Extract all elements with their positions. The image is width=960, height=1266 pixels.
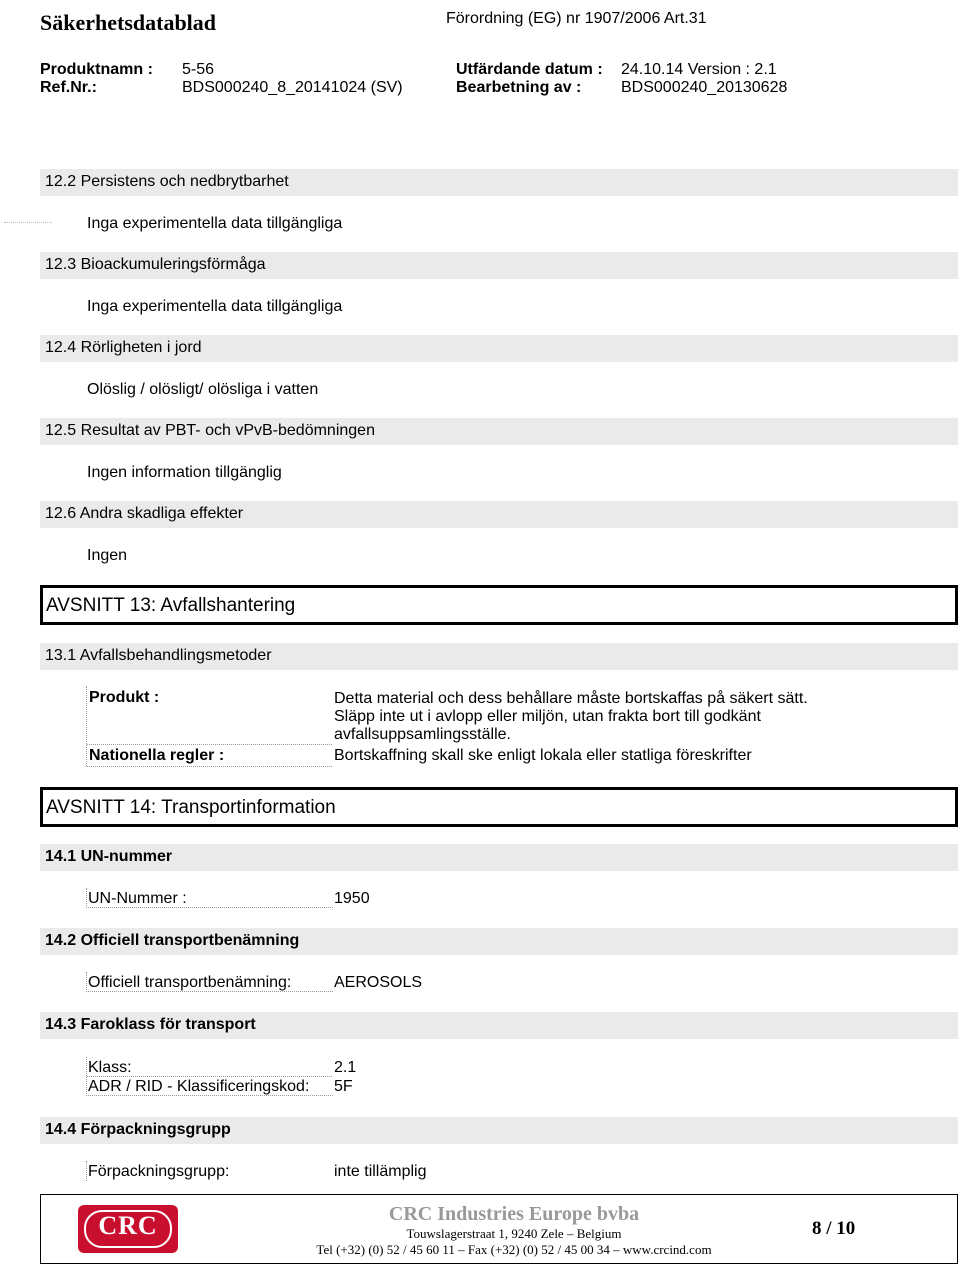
subheader-12-2: 12.2 Persistens och nedbrytbarhet	[40, 169, 958, 196]
adr-rid-code-label: ADR / RID - Klassificeringskod:	[88, 1078, 310, 1095]
packing-group-value: inte tillämplig	[334, 1163, 427, 1180]
section-14-header: AVSNITT 14: Transportinformation	[40, 787, 958, 827]
issue-date-label: Utfärdande datum :	[456, 61, 603, 78]
subheader-13-1: 13.1 Avfallsbehandlingsmetoder	[40, 643, 958, 670]
packing-group-label: Förpackningsgrupp:	[88, 1163, 230, 1180]
un-number-label: UN-Nummer :	[88, 890, 187, 907]
hazard-class-value: 2.1	[334, 1059, 357, 1076]
national-rules-value: Bortskaffning skall ske enligt lokala eller statliga föreskrifter	[334, 747, 752, 764]
product-label: Produkt :	[89, 689, 160, 706]
subheader-14-4: 14.4 Förpackningsgrupp	[40, 1117, 958, 1144]
dotted-rule	[4, 222, 52, 223]
product-name-label: Produktnamn :	[40, 61, 153, 78]
revision-value: BDS000240_20130628	[621, 79, 788, 96]
label-column-rule	[86, 686, 87, 766]
transport-name-label: Officiell transportbenämning:	[88, 974, 292, 991]
subheader-14-2: 14.2 Officiell transportbenämning	[40, 928, 958, 955]
transport-name-value: AEROSOLS	[334, 974, 423, 991]
product-name-value: 5-56	[182, 61, 215, 78]
text-12-2: Inga experimentella data tillgängliga	[87, 215, 343, 232]
product-disposal-line-2: Släpp inte ut i avlopp eller miljön, utan frakta bort till godkänt	[334, 708, 761, 725]
row-separator	[87, 744, 332, 745]
row-separator	[87, 766, 332, 767]
company-contact: Tel (+32) (0) 52 / 45 60 11 – Fax (+32) (0) 52 / 45 00 34 – www.crcind.com	[316, 1242, 712, 1257]
subheader-12-4: 12.4 Rörligheten i jord	[40, 335, 958, 362]
reference-label: Ref.Nr.:	[40, 79, 97, 96]
subheader-14-1: 14.1 UN-nummer	[40, 844, 958, 871]
regulation-reference: Förordning (EG) nr 1907/2006 Art.31	[446, 10, 707, 27]
national-rules-label: Nationella regler :	[89, 747, 225, 764]
crc-logo	[78, 1205, 178, 1253]
product-disposal-line-3: avfallsuppsamlingsställe.	[334, 726, 511, 743]
text-12-5: Ingen information tillgänglig	[87, 464, 282, 481]
issue-date-value: 24.10.14 Version : 2.1	[621, 61, 777, 78]
text-12-3: Inga experimentella data tillgängliga	[87, 298, 343, 315]
logo-text: CRC	[98, 1211, 158, 1240]
subheader-12-3: 12.3 Bioackumuleringsförmåga	[40, 252, 958, 279]
hazard-class-label: Klass:	[88, 1059, 132, 1076]
un-number-value: 1950	[334, 890, 370, 907]
subheader-12-5: 12.5 Resultat av PBT- och vPvB-bedömningen	[40, 418, 958, 445]
document-title: Säkerhetsdatablad	[40, 10, 217, 35]
text-12-6: Ingen	[87, 547, 128, 564]
subheader-12-6: 12.6 Andra skadliga effekter	[40, 501, 958, 528]
revision-label: Bearbetning av :	[456, 79, 582, 96]
text-12-4: Olöslig / olösligt/ olösliga i vatten	[87, 381, 319, 398]
reference-value: BDS000240_8_20141024 (SV)	[182, 79, 403, 96]
company-address: Touwslagerstraat 1, 9240 Zele – Belgium	[406, 1226, 622, 1241]
section-13-header: AVSNITT 13: Avfallshantering	[40, 585, 958, 625]
page-number: 8 / 10	[812, 1218, 856, 1239]
subheader-14-3: 14.3 Faroklass för transport	[40, 1012, 958, 1039]
product-disposal-line-1: Detta material och dess behållare måste bortskaffas på säkert sätt.	[334, 690, 808, 707]
adr-rid-code-value: 5F	[334, 1078, 353, 1095]
company-name: CRC Industries Europe bvba	[388, 1203, 640, 1225]
